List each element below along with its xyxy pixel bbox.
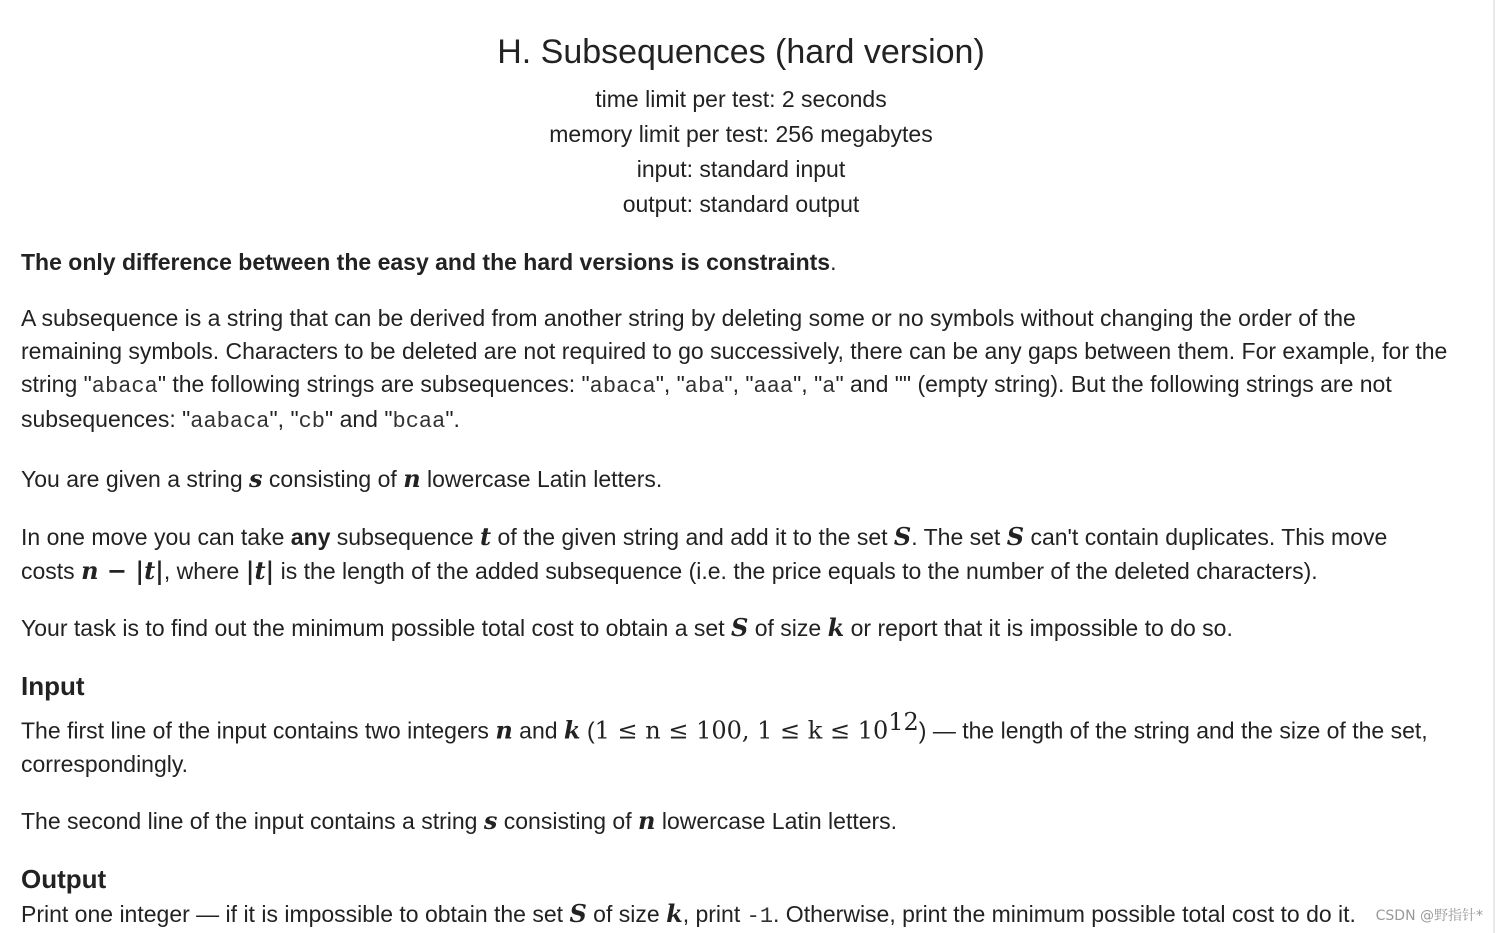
time-limit: time limit per test: 2 seconds xyxy=(595,86,887,112)
math-exponent: 12 xyxy=(888,708,919,736)
output-file: output: standard output xyxy=(622,191,860,217)
code-minus-one: -1 xyxy=(746,903,774,929)
output-text-4: . Otherwise, print the minimum possible total cost to do it. xyxy=(773,900,1356,927)
input2-text-3: lowercase Latin letters. xyxy=(655,807,898,834)
move-text-7: is the length of the added subsequence (i.e. the price equals to the number of the deleted characters). xyxy=(274,558,1318,584)
input-file: input: standard input xyxy=(636,156,846,182)
move-text-6: , where xyxy=(163,558,246,584)
output-text-2: of size xyxy=(586,900,667,927)
def-text-1: A subsequence is a string that can be derived from another string by deleting some or no symbols without changing the order of the remaining symbols. Characters to be deleted are not required to go successively, there can be any gaps between them. For example, for the string " xyxy=(21,305,1448,397)
def-text-2: " the following strings are subsequences: " xyxy=(157,371,590,397)
code-aabaca: aabaca xyxy=(190,409,270,434)
difference-note-bold: The only difference between the easy and the hard versions is constraints xyxy=(21,249,831,275)
code-abaca-2: abaca xyxy=(589,374,656,399)
math-n: n xyxy=(403,464,421,493)
output-text-1: Print one integer — if it is impossible to obtain the set xyxy=(21,900,570,927)
code-a: a xyxy=(822,374,836,399)
def-text-8: " and " xyxy=(325,406,393,432)
move-text-3: of the given string and add it to the set xyxy=(491,524,894,550)
math-S: S xyxy=(893,522,912,551)
given-text-3: lowercase Latin letters. xyxy=(420,466,663,492)
input-text-4: ) — the length of the string and the size of the set, correspondingly. xyxy=(21,717,1428,777)
given-string-paragraph xyxy=(21,462,1461,496)
move-paragraph xyxy=(21,520,1441,588)
task-text-1: Your task is to find out the minimum possible total cost to obtain a set xyxy=(21,615,731,641)
def-text-9: ". xyxy=(445,406,460,432)
move-text-2: subsequence xyxy=(330,524,481,550)
def-text-3: ", " xyxy=(655,371,685,397)
input-line-2 xyxy=(21,804,1461,838)
input-text-1: The first line of the input contains two integers xyxy=(21,717,496,744)
problem-statement xyxy=(21,0,1461,933)
memory-limit: memory limit per test: 256 megabytes xyxy=(549,121,933,147)
move-text-4: . The set xyxy=(911,524,1007,550)
input2-text-2: consisting of xyxy=(497,807,638,834)
problem-title: H. Subsequences (hard version) xyxy=(497,33,985,71)
math-n-input2: n xyxy=(638,805,656,835)
code-cb: cb xyxy=(298,409,326,434)
given-text-1: You are given a string xyxy=(21,466,250,492)
output-line xyxy=(21,897,1461,933)
math-S-output: S xyxy=(569,898,587,928)
move-text-5: can't contain duplicates. This move costs xyxy=(21,524,1388,584)
given-text-2: consisting of xyxy=(262,466,404,492)
math-abs-t: |t| xyxy=(245,556,275,585)
math-constraints: 1 ≤ n ≤ 100, 1 ≤ k ≤ 10 xyxy=(594,716,889,745)
code-aaa: aaa xyxy=(753,374,794,399)
math-n-input: n xyxy=(495,715,513,745)
def-text-6: " and "" (empty string). But the following strings are not subsequences: " xyxy=(21,371,1392,432)
code-abaca: abaca xyxy=(91,374,158,399)
problem-header xyxy=(21,32,1461,222)
code-aba: aba xyxy=(684,374,725,399)
input2-text-1: The second line of the input contains a string xyxy=(21,807,484,834)
math-t: t xyxy=(480,522,492,551)
task-paragraph xyxy=(21,611,1461,645)
math-S-task: S xyxy=(730,613,749,642)
input-text-2: and xyxy=(512,717,564,744)
code-bcaa: bcaa xyxy=(392,409,446,434)
math-k-task: k xyxy=(827,613,845,642)
move-bold-any: any xyxy=(290,524,331,550)
subsequence-definition xyxy=(21,302,1451,438)
math-s-input: s xyxy=(483,805,498,835)
input-line-1 xyxy=(21,706,1441,781)
difference-note-end: . xyxy=(830,249,837,275)
task-text-2: of size xyxy=(748,615,828,641)
output-text-3: , print xyxy=(682,900,747,927)
csdn-watermark: CSDN @野指针* xyxy=(1375,908,1483,924)
move-text-1: In one move you can take xyxy=(21,524,291,550)
input-section-title: Input xyxy=(21,671,85,701)
math-s: s xyxy=(249,464,263,493)
task-text-3: or report that it is impossible to do so. xyxy=(844,615,1233,641)
output-section-title: Output xyxy=(21,863,107,894)
math-cost: n − |t| xyxy=(81,556,164,585)
input-text-3: ( xyxy=(580,717,595,744)
page-right-border xyxy=(1493,0,1495,933)
math-k-output: k xyxy=(666,898,683,928)
def-text-5: ", " xyxy=(793,371,823,397)
math-S-2: S xyxy=(1006,522,1025,551)
def-text-4: ", " xyxy=(724,371,754,397)
def-text-7: ", " xyxy=(269,406,299,432)
difference-note xyxy=(21,246,1461,279)
math-k-input: k xyxy=(563,715,581,745)
